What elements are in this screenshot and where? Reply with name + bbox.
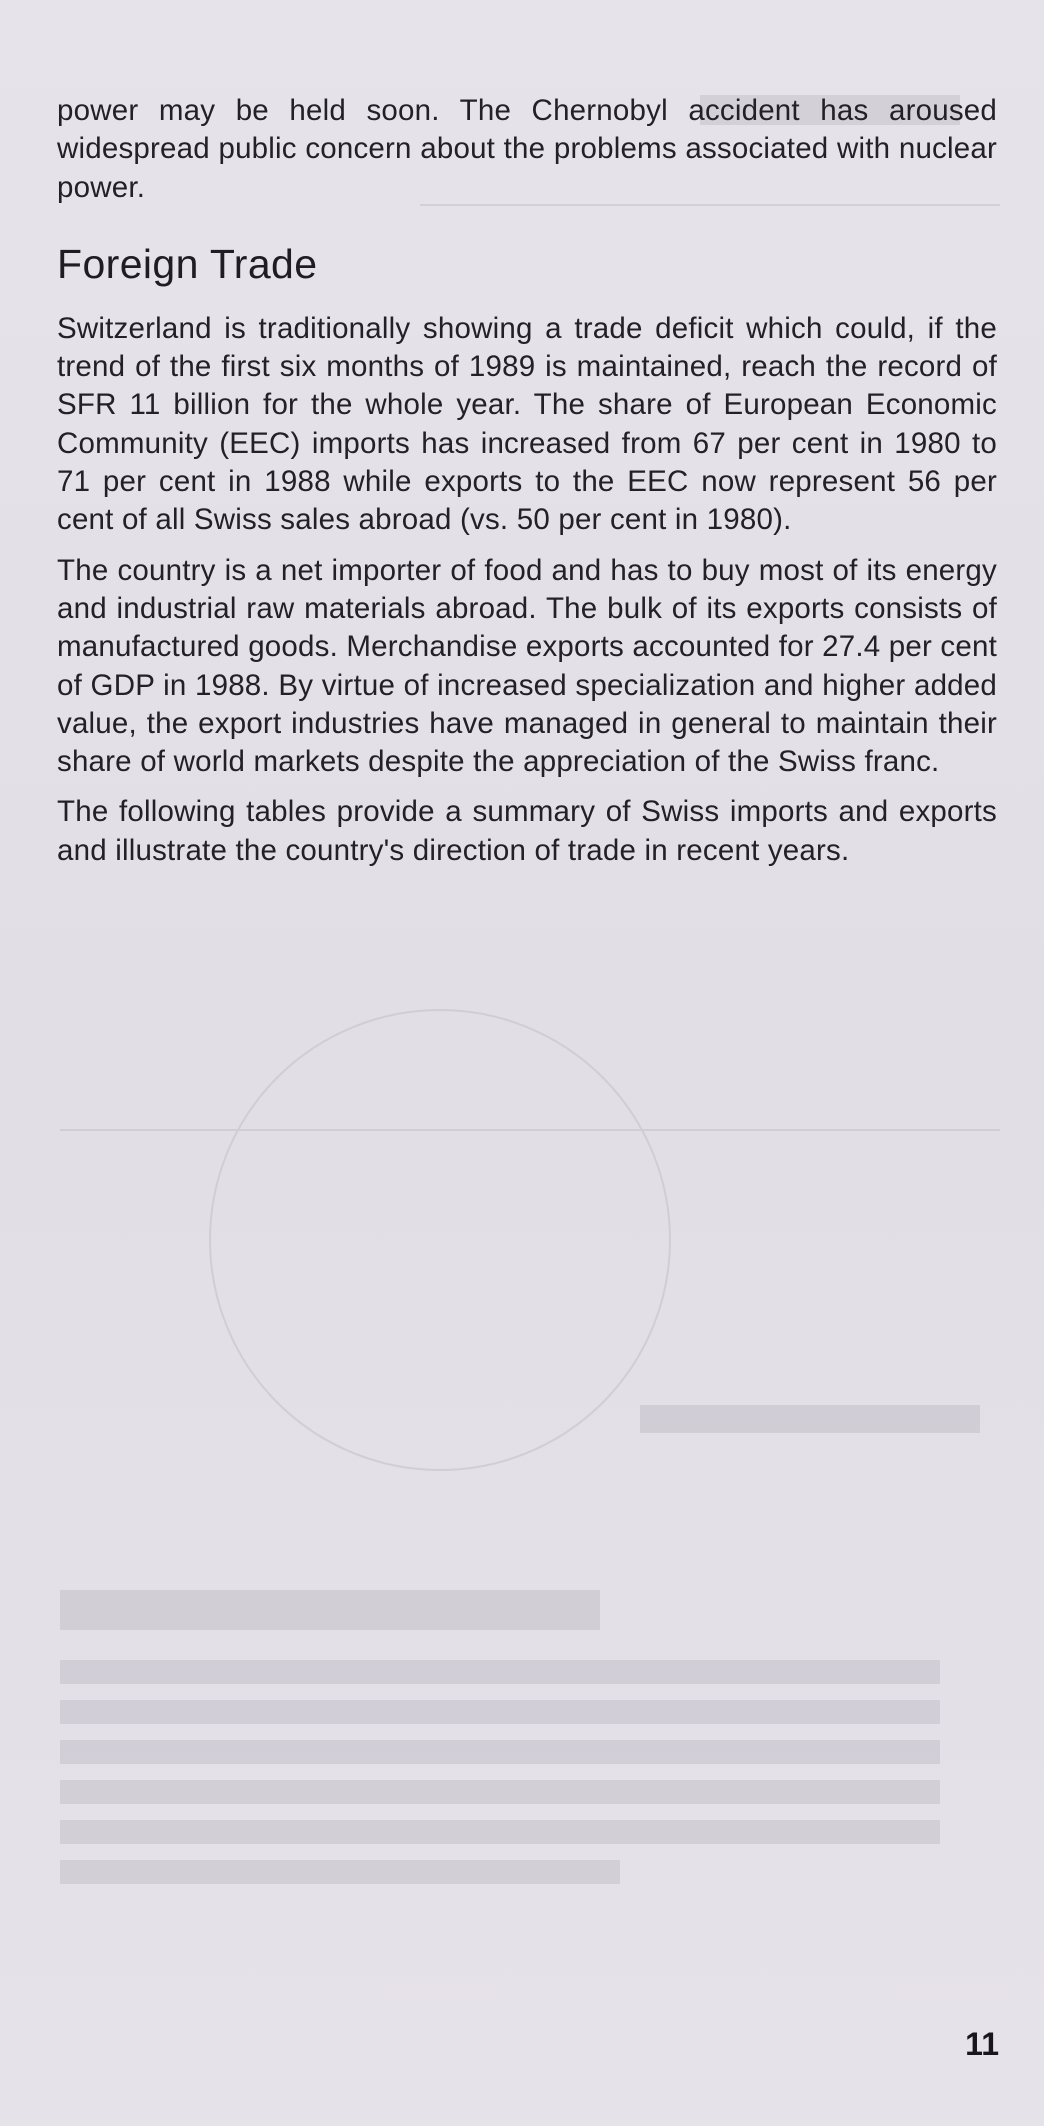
intro-paragraph: power may be held soon. The Chernobyl accident has aroused widespread public concern about the problems associated with nuclear power. xyxy=(57,94,997,204)
section-heading: Foreign Trade xyxy=(57,240,318,287)
body-paragraph: The following tables provide a summary of Swiss imports and exports and illustrate the country's direction of trade in recent years. xyxy=(57,795,997,867)
main-text-column xyxy=(57,92,997,870)
body-paragraph: The country is a net importer of food and has to buy most of its energy and industrial raw materials abroad. The bulk of its exports consists of manufactured goods. Merchandise exports accounted for 27.4 per cent of GDP in 1988. By virtue of increased specialization and higher added value, the export industries have managed in general to maintain their share of world markets despite the appreciation of the Swiss franc. xyxy=(57,553,997,779)
body-paragraph: Switzerland is traditionally showing a trade deficit which could, if the trend of the first six months of 1989 is maintained, reach the record of SFR 11 billion for the whole year. The share of European Economic Community (EEC) imports has increased from 67 per cent in 1980 to 71 per cent in 1988 while exports to the EEC now represent 56 per cent of all Swiss sales abroad (vs. 50 per cent in 1980). xyxy=(57,311,997,537)
page-number: 11 xyxy=(965,2026,999,2062)
